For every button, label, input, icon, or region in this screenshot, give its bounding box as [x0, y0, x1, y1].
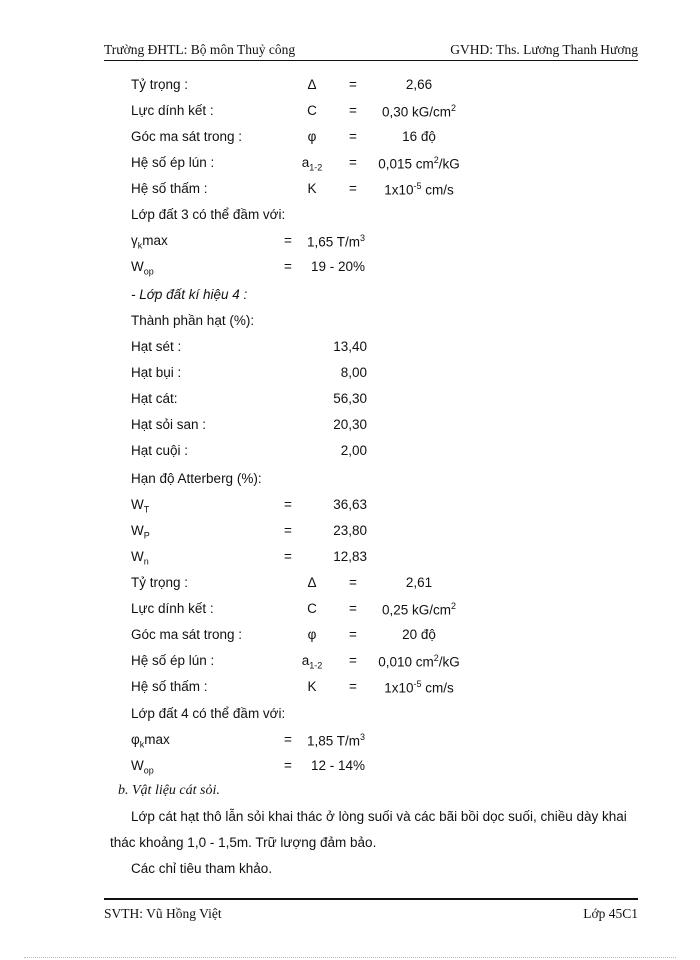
property-value	[366, 679, 472, 696]
atterberg-symbol	[131, 549, 149, 567]
grain-composition-title: Thành phần hạt (%):	[131, 313, 255, 328]
atterberg-title: Hạn độ Atterberg (%):	[131, 471, 262, 486]
property-value	[366, 103, 472, 120]
symbol-text: a	[301, 155, 310, 170]
equals-sign: =	[349, 653, 357, 668]
equals-sign: =	[284, 549, 292, 564]
property-value	[366, 653, 472, 670]
symbol-subscript: 1-2	[309, 162, 323, 173]
value-text: 0,010 cm	[378, 654, 434, 670]
equals-sign: =	[349, 155, 357, 170]
footer-right: Lớp 45C1	[583, 906, 638, 921]
header-left: Trường ĐHTL: Bộ môn Thuỷ công	[104, 42, 296, 57]
property-label: Hệ số thấm :	[131, 181, 208, 196]
equals-sign: =	[349, 77, 357, 92]
symbol-suffix: max	[142, 233, 168, 248]
property-symbol	[293, 575, 331, 590]
symbol-text: W	[131, 549, 144, 564]
section-b-paragraph-line2: thác khoảng 1,0 - 1,5m. Trữ lượng đảm bảo.	[110, 835, 377, 850]
compaction-intro: Lớp đất 4 có thể đầm với:	[131, 706, 286, 721]
symbol-subscript: op	[143, 765, 154, 776]
property-label: Hệ số thấm :	[131, 679, 208, 694]
symbol-text: Δ	[307, 575, 317, 590]
symbol-text: W	[131, 523, 144, 538]
property-label: Hệ số ép lún :	[131, 155, 215, 170]
symbol-subscript: 1-2	[309, 660, 323, 671]
section-b-paragraph2: Các chỉ tiêu tham khảo.	[131, 861, 273, 876]
equals-sign: =	[284, 497, 292, 512]
symbol-suffix: max	[144, 732, 170, 747]
grain-label: Hạt sét :	[131, 339, 182, 354]
value-text: 0,015 cm	[378, 156, 434, 172]
symbol-text: K	[307, 679, 317, 694]
property-symbol	[293, 653, 331, 671]
symbol-text: W	[131, 758, 144, 773]
symbol-text: φ	[131, 732, 140, 747]
symbol-subscript: P	[143, 530, 150, 541]
symbol-text: W	[131, 497, 144, 512]
equals-sign: =	[349, 129, 357, 144]
property-symbol	[293, 181, 331, 196]
equals-sign: =	[349, 679, 357, 694]
symbol-text: γ	[131, 233, 138, 248]
header-right: GVHD: Ths. Lương Thanh Hương	[450, 42, 638, 57]
grain-value: 8,00	[340, 365, 367, 380]
property-symbol	[293, 627, 331, 642]
value-superscript: 2	[433, 155, 439, 165]
page-header	[104, 40, 638, 61]
page-edge-divider	[24, 957, 676, 958]
grain-value: 56,30	[333, 391, 367, 406]
value-text: 1x10	[384, 182, 414, 198]
property-value	[366, 155, 472, 172]
value-unit: cm/s	[421, 182, 454, 198]
property-value	[366, 601, 472, 618]
property-value	[366, 627, 472, 642]
equals-sign: =	[284, 732, 292, 747]
max-density-symbol	[131, 233, 168, 251]
grain-label: Hạt cuội :	[131, 443, 189, 458]
property-label: Lực dính kết :	[131, 601, 214, 616]
property-label: Tỷ trọng :	[131, 575, 189, 590]
value-text: 2,61	[405, 575, 433, 590]
equals-sign: =	[284, 758, 292, 773]
property-symbol	[293, 103, 331, 118]
symbol-subscript: op	[143, 266, 154, 277]
value-unit: /kG	[438, 156, 460, 172]
property-symbol	[293, 155, 331, 173]
max-density-symbol	[131, 732, 170, 750]
value-superscript: 2	[451, 601, 457, 611]
symbol-text: C	[307, 601, 317, 616]
property-label: Hệ số ép lún :	[131, 653, 215, 668]
property-label: Lực dính kết :	[131, 103, 214, 118]
property-label: Góc ma sát trong :	[131, 129, 243, 144]
max-density-value	[307, 732, 365, 749]
grain-value: 20,30	[333, 417, 367, 432]
symbol-text: C	[307, 103, 317, 118]
value-superscript: 3	[360, 732, 366, 742]
equals-sign: =	[349, 575, 357, 590]
atterberg-symbol	[131, 523, 150, 541]
atterberg-value: 23,80	[333, 523, 367, 538]
value-text: 0,25 kG/cm	[381, 602, 451, 618]
property-value	[366, 181, 472, 198]
equals-sign: =	[349, 627, 357, 642]
value-text: 1,85 T/m	[307, 733, 361, 749]
value-superscript: 2	[451, 103, 457, 113]
optimum-moisture-value: 19 - 20%	[311, 259, 366, 274]
property-label: Góc ma sát trong :	[131, 627, 243, 642]
equals-sign: =	[284, 233, 292, 248]
atterberg-value: 12,83	[333, 549, 367, 564]
grain-value: 13,40	[333, 339, 367, 354]
optimum-moisture-symbol	[131, 259, 154, 277]
equals-sign: =	[284, 259, 292, 274]
grain-label: Hạt bụi :	[131, 365, 182, 380]
value-superscript: 3	[360, 233, 366, 243]
value-text: 1x10	[384, 680, 414, 696]
optimum-moisture-symbol	[131, 758, 154, 776]
symbol-text: a	[301, 653, 310, 668]
symbol-subscript: k	[139, 739, 145, 750]
value-unit: /kG	[438, 654, 460, 670]
value-text: 1,65 T/m	[307, 234, 361, 250]
optimum-moisture-value: 12 - 14%	[311, 758, 366, 773]
footer-left: SVTH: Vũ Hồng Việt	[104, 906, 222, 921]
section-b-paragraph-line1: Lớp cát hạt thô lẫn sỏi khai thác ở lòng suối và các bãi bồi dọc suối, chiều dày khai	[131, 809, 627, 824]
symbol-text: K	[307, 181, 317, 196]
equals-sign: =	[349, 103, 357, 118]
grain-value: 2,00	[340, 443, 367, 458]
section-b-heading: b. Vật liệu cát sỏi.	[118, 783, 220, 798]
grain-label: Hạt sỏi san :	[131, 417, 207, 432]
property-symbol	[293, 679, 331, 694]
property-symbol	[293, 601, 331, 616]
value-superscript: -5	[413, 181, 422, 191]
property-value	[366, 575, 472, 590]
property-label: Tỷ trọng :	[131, 77, 189, 92]
atterberg-value: 36,63	[333, 497, 367, 512]
value-text: 20 độ	[402, 627, 436, 642]
property-symbol	[293, 77, 331, 92]
symbol-subscript: T	[143, 504, 150, 515]
grain-label: Hạt cát:	[131, 391, 178, 406]
symbol-subscript: k	[137, 240, 143, 251]
value-unit: cm/s	[421, 680, 454, 696]
equals-sign: =	[284, 523, 292, 538]
value-superscript: 2	[433, 653, 439, 663]
symbol-subscript: n	[143, 556, 149, 567]
page-footer	[104, 898, 638, 926]
property-value	[366, 129, 472, 144]
value-text: 16 độ	[402, 129, 436, 144]
max-density-value	[307, 233, 365, 250]
compaction-intro: Lớp đất 3 có thể đầm với:	[131, 207, 286, 222]
equals-sign: =	[349, 181, 357, 196]
equals-sign: =	[349, 601, 357, 616]
symbol-text: Δ	[307, 77, 317, 92]
value-text: 0,30 kG/cm	[381, 104, 451, 120]
atterberg-symbol	[131, 497, 149, 515]
value-text: 2,66	[405, 77, 433, 92]
layer-4-title: - Lớp đất kí hiệu 4 :	[131, 287, 248, 302]
symbol-text: φ	[307, 627, 317, 642]
property-symbol	[293, 129, 331, 144]
symbol-text: φ	[307, 129, 317, 144]
property-value	[366, 77, 472, 92]
symbol-text: W	[131, 259, 144, 274]
value-superscript: -5	[413, 679, 422, 689]
